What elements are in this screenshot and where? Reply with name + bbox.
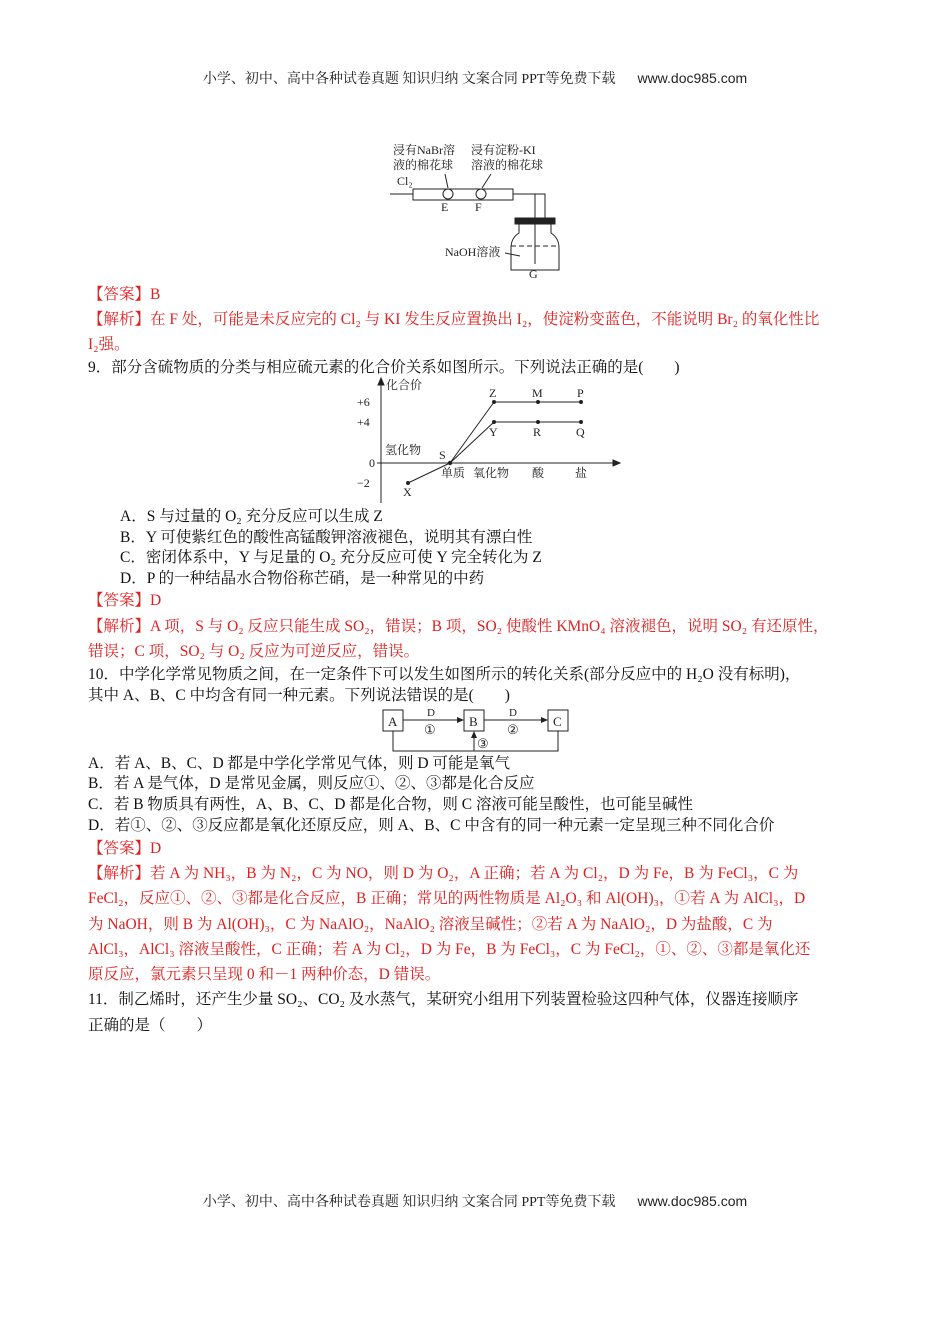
category-label: 氧化物 [473, 466, 510, 480]
q10-option-d: D．若①、②、③反应都是氧化还原反应，则 A、B、C 中含有的同一种元素一定呈现三种不同化合价 [88, 817, 775, 834]
footer-url[interactable]: www.doc985.com [637, 1193, 748, 1209]
header-url[interactable]: www.doc985.com [637, 70, 748, 86]
node-a: A [388, 714, 398, 729]
reaction-label: ③ [477, 736, 489, 751]
q10-analysis-line: 原反应，氯元素只呈现 0 和－1 两种价态，D 错误。 [88, 966, 441, 983]
figure-label-e: E [441, 200, 449, 214]
y-tick: 0 [369, 456, 375, 470]
point-label: Y [489, 425, 498, 439]
category-label: 酸 [532, 466, 545, 480]
q10-analysis-line: 为 NaOH，则 B 为 Al(OH)₃，C 为 NaAlO₂，NaAlO₂ 溶液呈碱性；②若 A 为 NaAlO₂，D 为盐酸，C 为 [88, 916, 773, 933]
q9-option-c: C．密闭体系中，Y 与足量的 O₂ 充分反应可使 Y 完全转化为 Z [120, 549, 542, 566]
point-label: M [532, 386, 543, 400]
q10-option-a: A．若 A、B、C、D 都是中学化学常见气体，则 D 可能是氧气 [88, 755, 510, 772]
q10-option-b: B．若 A 是气体，D 是常见金属，则反应①、②、③都是化合反应 [88, 775, 535, 792]
line-s-y [450, 422, 494, 463]
point-p [579, 400, 583, 404]
q10-answer: 【答案】D [88, 840, 162, 857]
q8-analysis-line: 【解析】在 F 处，可能是未反应完的 Cl₂ 与 KI 发生反应置换出 I₂，使淀粉变蓝色，不能说明 Br₂ 的氧化性比 [88, 311, 820, 328]
category-label: 单质 [441, 466, 466, 480]
point-label: Z [489, 386, 497, 400]
node-c: C [553, 714, 562, 729]
point-label: Q [576, 425, 585, 439]
node-b: B [469, 714, 478, 729]
category-label: 氢化物 [385, 443, 422, 457]
figure-label-nabr2: 液的棉花球 [393, 158, 454, 172]
sulfur-valence-chart [355, 375, 630, 505]
y-tick: +6 [357, 395, 370, 409]
figure-label-cl2: Cl₂ [397, 174, 413, 188]
apparatus-figure [385, 138, 575, 283]
conversion-diagram [378, 704, 578, 756]
q9-option-d: D．P 的一种结晶水合物俗称芒硝，是一种常见的中药 [120, 570, 485, 587]
q10-analysis-line: FeCl₂，反应①、②、③都是化合反应，B 正确；常见的两性物质是 Al₂O₃ 和 Al(OH)₃，①若 A 为 AlCl₃，D [88, 890, 806, 907]
reaction-label: ② [507, 722, 519, 737]
point-label: P [577, 386, 584, 400]
point-z [492, 400, 496, 404]
q9-answer: 【答案】D [88, 592, 162, 609]
q9-analysis-line: 【解析】A 项，S 与 O₂ 反应只能生成 SO₂，错误；B 项，SO₂ 使酸性 KMnO₄ 溶液褪色，说明 SO₂ 有还原性， [88, 618, 829, 635]
point-label: S [439, 448, 446, 462]
point-r [536, 420, 540, 424]
q8-answer: 【答案】B [88, 286, 161, 303]
q10-stem-line: 其中 A、B、C 中均含有同一种元素。下列说法错误的是( ) [88, 687, 510, 704]
figure-label-nabr: 浸有NaBr溶 [393, 143, 455, 157]
y-tick: −2 [357, 476, 370, 490]
q11-stem-line: 正确的是（ ） [88, 1017, 213, 1034]
point-label: R [533, 425, 542, 439]
q11-stem-line: 11．制乙烯时，还产生少量 SO₂、CO₂ 及水蒸气，某研究小组用下列装置检验这四种气体，仪器连接顺序 [88, 991, 799, 1008]
line-s-z [450, 402, 494, 463]
y-tick: +4 [357, 415, 370, 429]
q10-option-c: C．若 B 物质具有两性，A、B、C、D 都是化合物，则 C 溶液可能呈酸性，也可能呈碱性 [88, 796, 693, 813]
footer-text: 小学、初中、高中各种试卷真题 知识归纳 文案合同 PPT等免费下载 [202, 1195, 616, 1210]
q8-analysis-line: I₂强。 [88, 336, 130, 353]
y-axis-label: 化合价 [386, 378, 423, 392]
point-y [492, 420, 496, 424]
point-s [448, 461, 452, 465]
figure-label-ki: 浸有淀粉-KI [471, 143, 536, 157]
category-label: 盐 [575, 466, 588, 480]
q10-analysis-line: AlCl₃，AlCl₃ 溶液呈酸性，C 正确；若 A 为 Cl₂，D 为 Fe，B 为 FeCl₃，C 为 FeCl₂，①、②、③都是氧化还 [88, 941, 811, 958]
point-label: X [403, 485, 412, 499]
header-text: 小学、初中、高中各种试卷真题 知识归纳 文案合同 PPT等免费下载 [202, 72, 616, 87]
reagent-label: D [509, 707, 517, 719]
page-header [0, 68, 950, 88]
reaction-label: ① [424, 722, 436, 737]
point-m [536, 400, 540, 404]
figure-label-ki2: 溶液的棉花球 [471, 158, 544, 172]
figure-label-f: F [475, 200, 482, 214]
figure-label-g: G [529, 267, 538, 281]
q10-analysis-line: 【解析】若 A 为 NH₃，B 为 N₂，C 为 NO，则 D 为 O₂，A 正确；若 A 为 Cl₂，D 为 Fe，B 为 FeCl₃，C 为 [88, 865, 799, 882]
q9-analysis-line: 错误；C 项，SO₂ 与 O₂ 反应为可逆反应，错误。 [88, 643, 420, 660]
q9-option-a: A．S 与过量的 O₂ 充分反应可以生成 Z [120, 508, 383, 525]
figure-label-naoh: NaOH溶液 [445, 245, 501, 259]
q9-stem: 9．部分含硫物质的分类与相应硫元素的化合价关系如图所示。下列说法正确的是( ) [88, 359, 680, 376]
reagent-label: D [427, 707, 435, 719]
page-footer [0, 1191, 950, 1211]
q9-option-b: B．Y 可使紫红色的酸性高锰酸钾溶液褪色，说明其有漂白性 [120, 529, 533, 546]
point-q [579, 420, 583, 424]
q10-stem-line: 10．中学化学常见物质之间，在一定条件下可以发生如图所示的转化关系(部分反应中的 H₂O 没有标明)， [88, 666, 801, 683]
